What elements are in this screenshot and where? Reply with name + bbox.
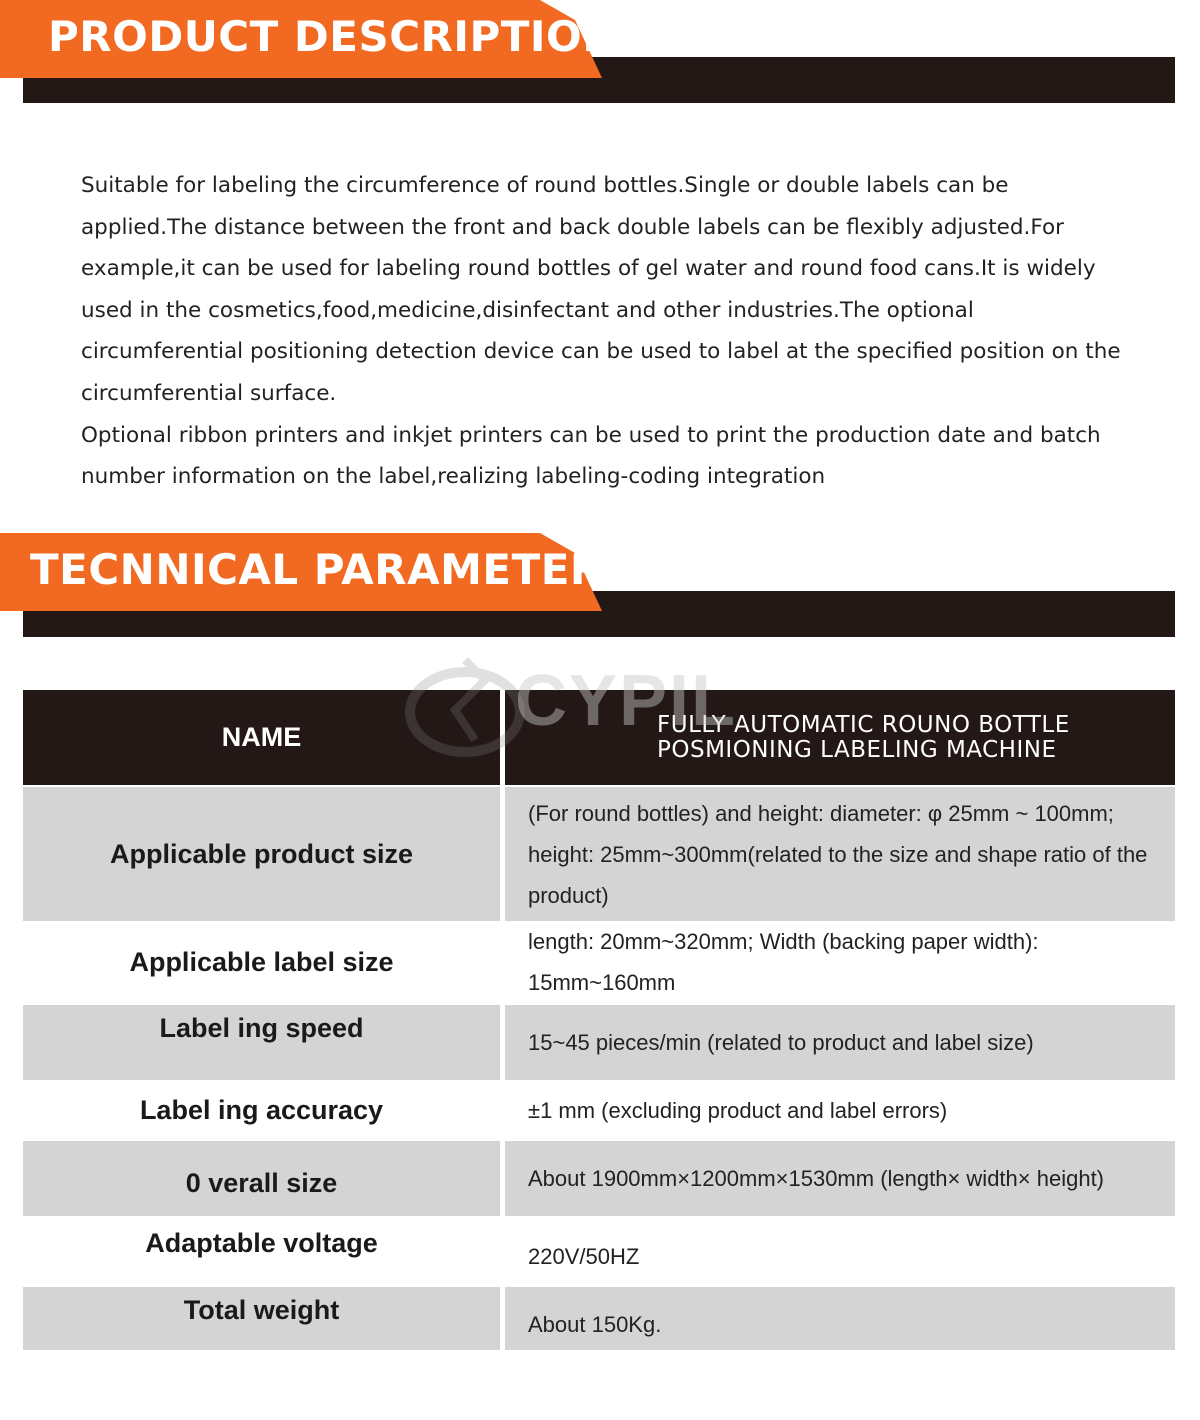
table-row — [23, 1141, 1175, 1216]
table-row — [23, 1005, 1175, 1080]
row-value: About 150Kg. — [505, 1287, 1175, 1350]
description-paragraph-2: Optional ribbon printers and inkjet printers can be used to print the production date and batch number information on the label,realizing labeling-coding integration — [81, 422, 1101, 490]
row-value: length: 20mm~320mm; Width (backing paper width): 15mm~160mm — [528, 929, 1039, 995]
row-value: About 1900mm×1200mm×1530mm (length× width× height) — [505, 1141, 1175, 1216]
watermark-text: CYPIL — [515, 661, 738, 741]
table-row — [23, 1080, 1175, 1140]
row-name: Applicable label size — [129, 946, 394, 977]
table-row — [23, 787, 1175, 921]
product-description-banner — [0, 0, 1200, 103]
row-name: Total weight — [23, 1287, 500, 1350]
section-title-description: PRODUCT DESCRIPTION — [48, 12, 618, 61]
row-value: 220V/50HZ — [528, 1243, 640, 1269]
row-value: 15~45 pieces/min (related to product and label size) — [505, 1005, 1175, 1080]
row-name: Adaptable voltage — [145, 1228, 378, 1258]
row-name: Label ing accuracy — [139, 1094, 384, 1125]
header-name-cell: NAME — [23, 690, 500, 785]
technical-parameters-banner — [0, 533, 1200, 637]
table-row — [23, 921, 1175, 1003]
table-row — [23, 1216, 1175, 1286]
section-title-parameters: TECNNICAL PARAMETERS — [30, 545, 634, 594]
header-value-line-2: POSMIONING LABELING MACHINE — [657, 736, 1057, 763]
table-row — [23, 1287, 1175, 1350]
row-name: Label ing speed — [23, 1005, 500, 1080]
row-name: 0 verall size — [23, 1141, 500, 1216]
row-value: (For round bottles) and height: diameter: φ 25mm ~ 100mm; height: 25mm~300mm(related to the size and shape ratio of the product) — [505, 787, 1175, 921]
row-value: ±1 mm (excluding product and label errors) — [528, 1097, 948, 1123]
header-value-line-1: FULLY AUTOMATIC ROUNO BOTTLE — [657, 711, 1070, 738]
product-description-text — [81, 165, 1121, 498]
row-name: Applicable product size — [23, 787, 500, 921]
description-paragraph-1: Suitable for labeling the circumference of round bottles.Single or double labels can be applied.The distance between the front and back double labels can be flexibly adjusted.For example,it can be used for labeling round bottles of gel water and round food cans.It is widely used in the cosmetics,food,medicine,disinfectant and other industries.The optional circumferential positioning detection device can be used to label at the specified position on the circumferential surface. — [81, 173, 1121, 406]
